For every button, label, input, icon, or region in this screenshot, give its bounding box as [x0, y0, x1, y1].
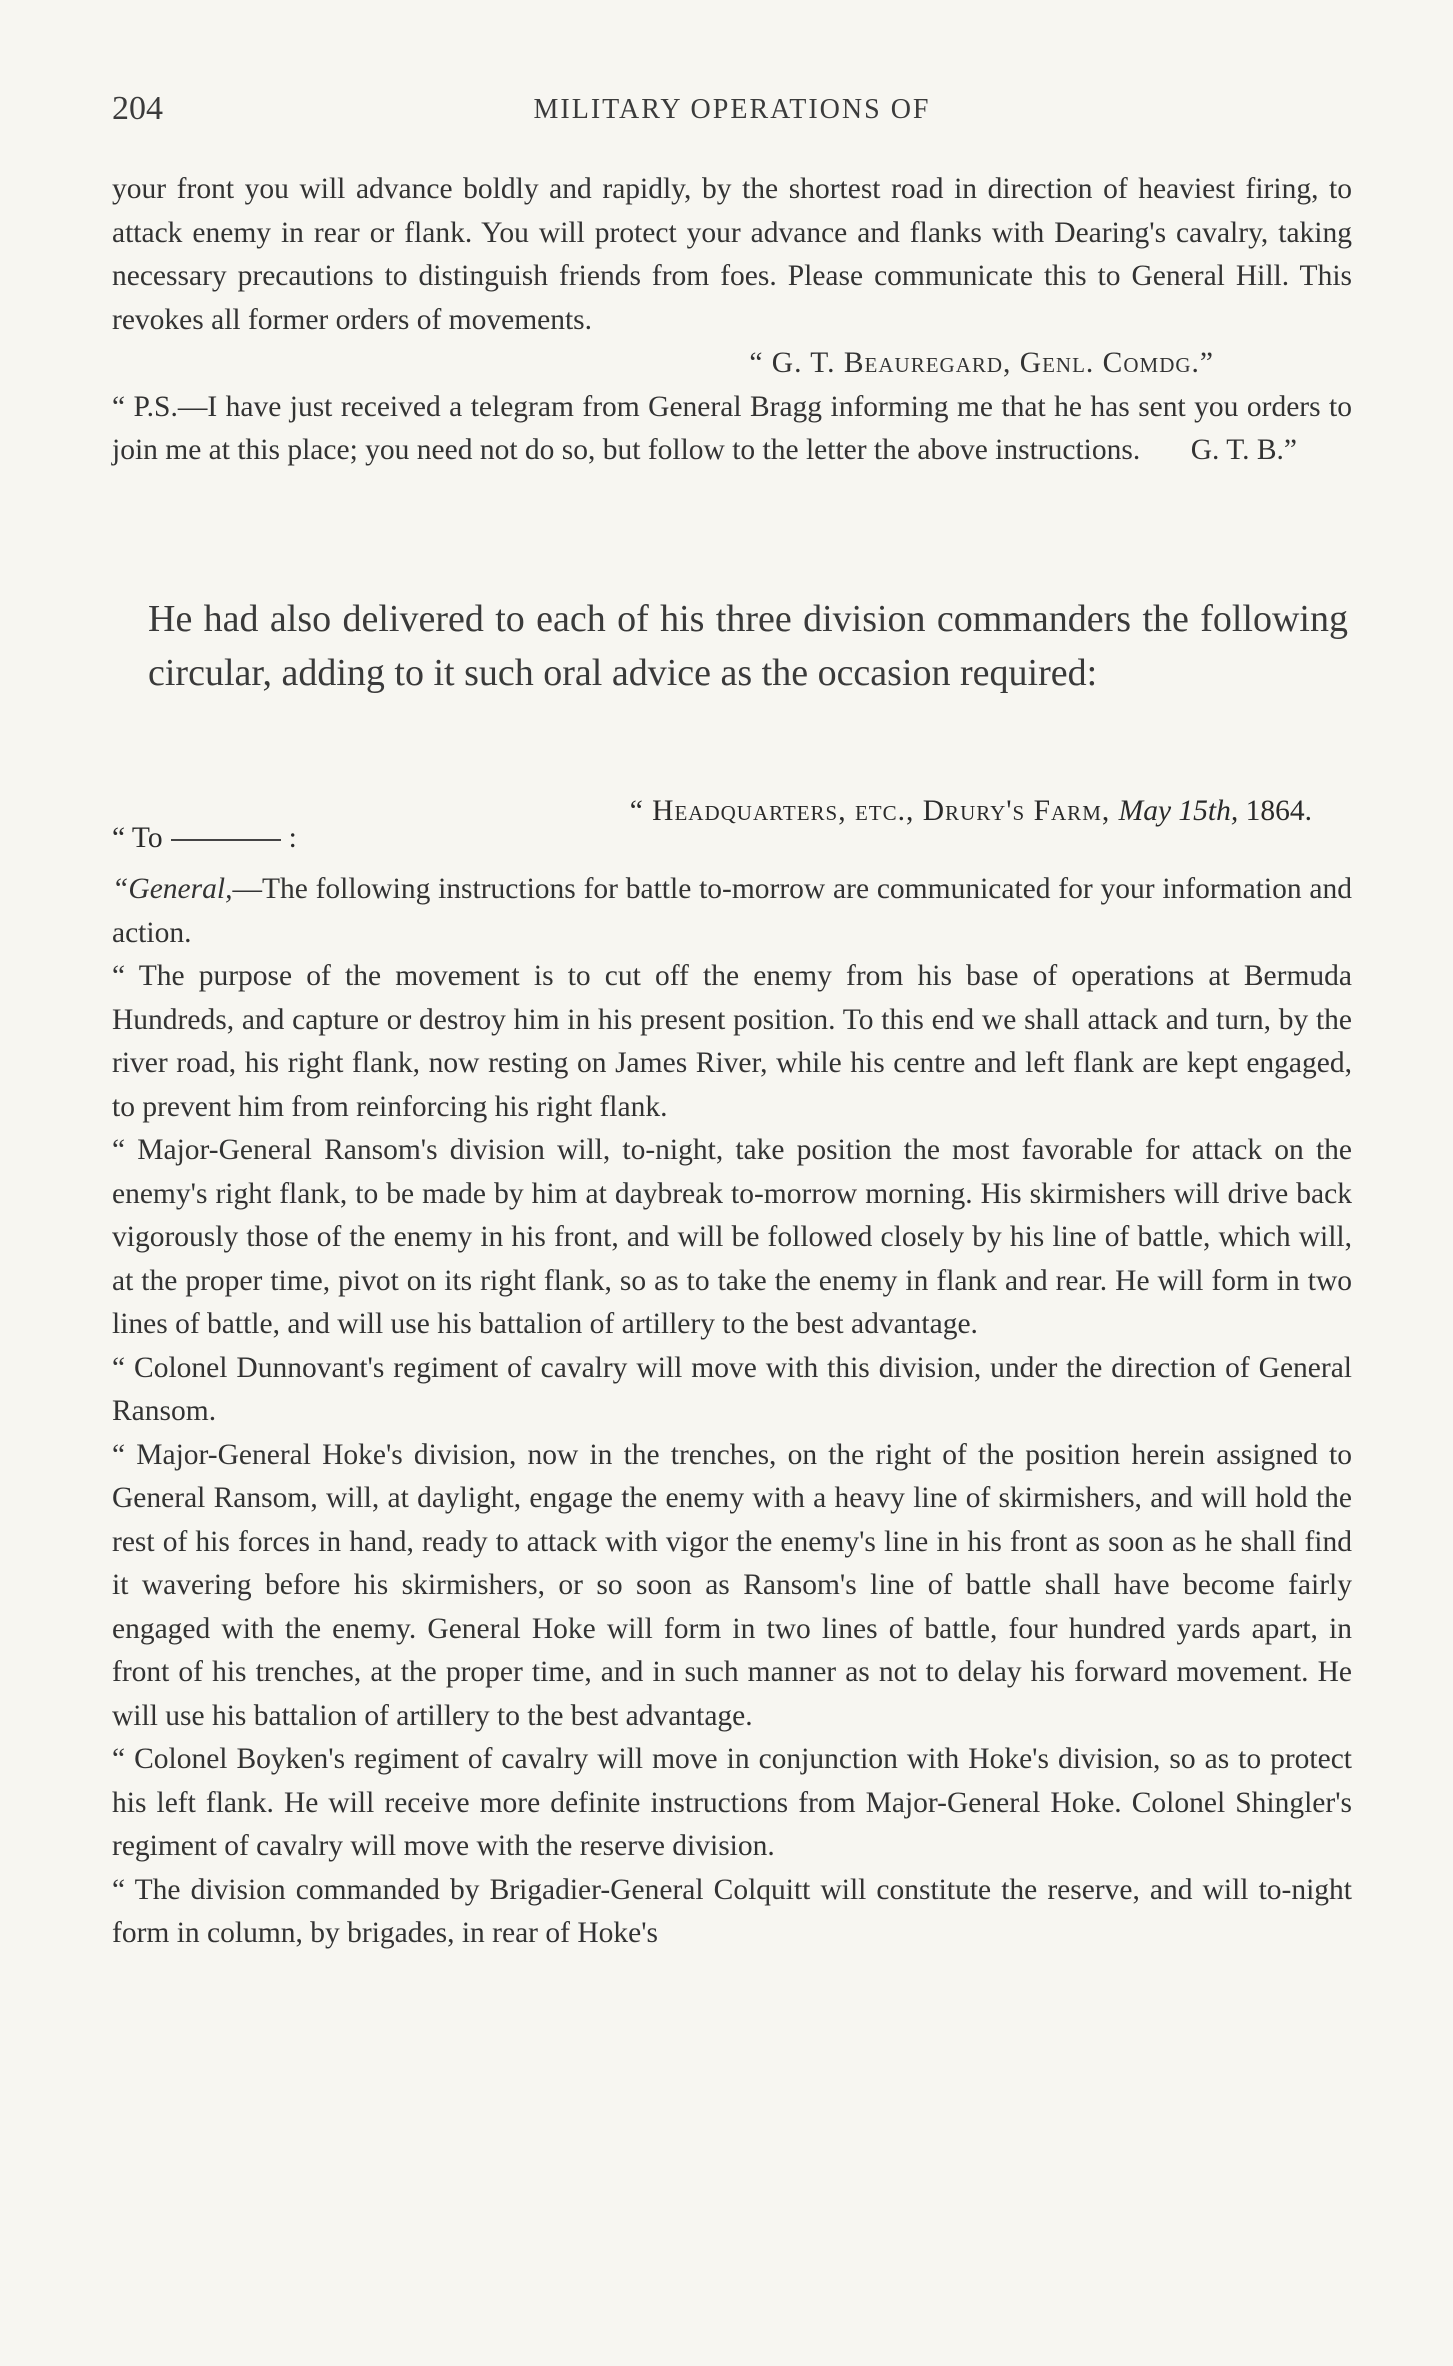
- page-number: 204: [112, 90, 163, 127]
- circular-paragraph: “General,—The following instructions for battle to-morrow are communicated for your information and action.: [112, 873, 1352, 949]
- circular-paragraph: “ Colonel Boyken's regiment of cavalry will move in conjunction with Hoke's division, so as to protect his left flank. He will receive more definite instructions from Major-General Hoke. Colonel Shingler's regiment of cavalry will move with the reserve division.: [112, 1743, 1352, 1862]
- dispatch-paragraph: your front you will advance boldly and rapidly, by the shortest road in direction of heaviest firing, to attack enemy in rear or flank. You will protect your advance and flanks with Dearing's cavalry, taking necessary precautions to distinguish friends from foes. Please communicate this to General Hill. This revokes all former orders of movements.: [112, 173, 1352, 336]
- circular-heading: [112, 795, 1352, 855]
- circular-paragraph: “ The purpose of the movement is to cut off the enemy from his base of operations at Bermuda Hundreds, and capture or destroy him in his present position. To this end we shall attack and turn, by the river road, his right flank, now resting on James River, while his centre and left flank are kept engaged, to prevent him from reinforcing his right flank.: [112, 960, 1352, 1123]
- dispatch-block: [112, 168, 1352, 473]
- dispatch-signature: “ G. T. Beauregard, Genl. Comdg.”: [749, 347, 1214, 379]
- addressee-blank-rule: [171, 839, 281, 841]
- circular-paragraph: “ Major-General Hoke's division, now in the trenches, on the right of the position herein assigned to General Ransom, will, at daylight, engage the enemy with a heavy line of skirmishers, and will hold the rest of his forces in hand, ready to attack with vigor the enemy's line in his front as soon as he shall find it wavering before his skirmishers, or so soon as Ransom's line of battle shall have become fairly engaged with the enemy. General Hoke will form in two lines of battle, four hundred yards apart, in front of his trenches, at the proper time, and in such manner as not to delay his forward movement. He will use his battalion of artillery to the best advantage.: [112, 1438, 1352, 1732]
- circular-paragraph: “ The division commanded by Brigadier-General Colquitt will constitute the reserve, and will to-night form in column, by brigades, in rear of Hoke's: [112, 1873, 1352, 1949]
- circular-dateline: “ Headquarters, etc., Drury's Farm, May 15th, 1864.: [629, 795, 1312, 827]
- postscript: [112, 386, 1352, 473]
- postscript-initials: G. T. B.”: [1190, 434, 1297, 466]
- postscript-text: “ P.S.—I have just received a telegram from General Bragg informing me that he has sent you orders to join me at this place; you need not do so, but follow to the letter the above instructions.: [112, 390, 1352, 466]
- running-title: MILITARY OPERATIONS OF: [533, 94, 931, 125]
- circular-body: [112, 868, 1352, 1956]
- circular-salutation: “General,: [112, 873, 233, 905]
- circular-paragraph: “ Major-General Ransom's division will, to-night, take position the most favorable for attack on the enemy's right flank, to be made by him at daybreak to-morrow morning. His skirmishers will drive back vigorously those of the enemy in his front, and will be followed closely by his line of battle, which will, at the proper time, pivot on its right flank, so as to take the enemy in flank and rear. He will form in two lines of battle, and will use his battalion of artillery to the best advantage.: [112, 1134, 1352, 1340]
- narrative-paragraph: He had also delivered to each of his three division commanders the following circular, adding to it such oral advice as the occasion required:: [148, 598, 1348, 694]
- page-header: [112, 80, 1352, 140]
- circular-paragraph: “ Colonel Dunnovant's regiment of cavalry will move with this division, under the direction of General Ransom.: [112, 1351, 1352, 1427]
- circular-addressee: “ To :: [112, 822, 297, 854]
